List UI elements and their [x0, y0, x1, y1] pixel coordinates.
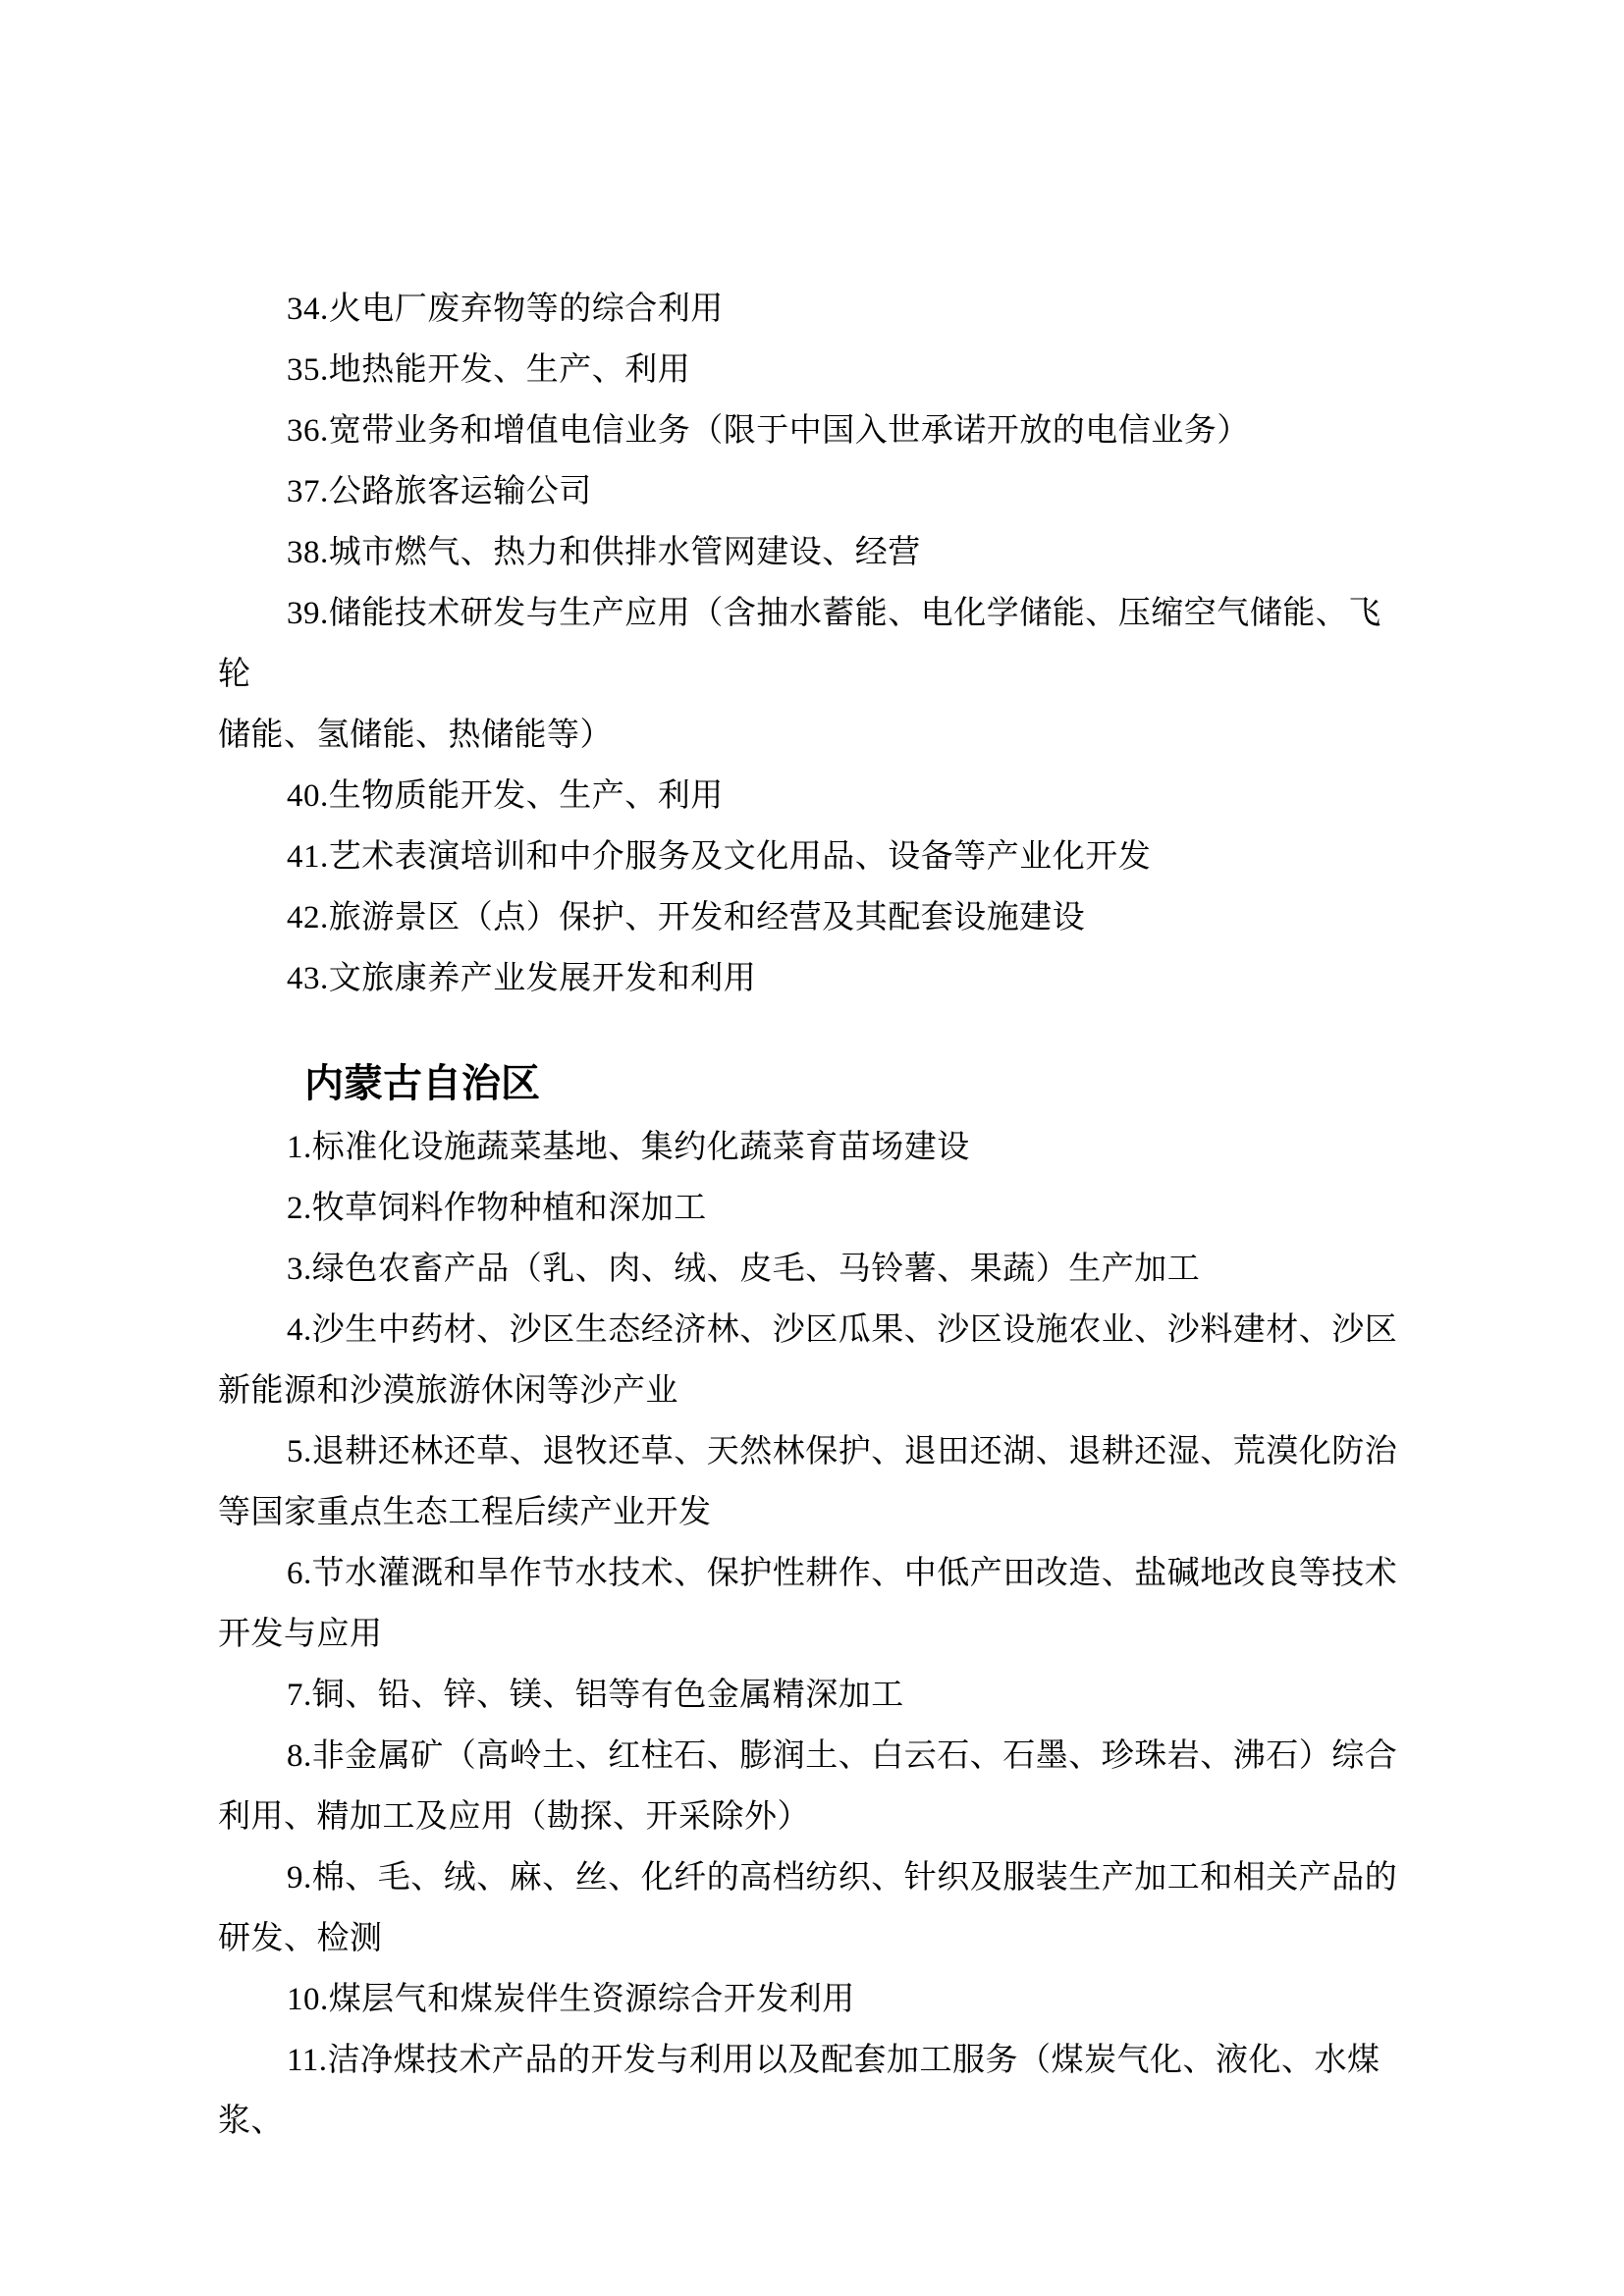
item-number: 8. [287, 1738, 312, 1774]
item-number: 1. [287, 1130, 312, 1165]
document-content [218, 279, 1404, 2152]
list-item [218, 766, 1404, 827]
list-item [218, 1421, 1404, 1543]
item-line: 节水灌溉和旱作节水技术、保护性耕作、中低产田改造、盐碱地改良等技术 [311, 1556, 1398, 1591]
item-number: 37. [287, 474, 329, 509]
item-number: 5. [287, 1434, 312, 1469]
item-line: 储能、氢储能、热储能等） [218, 718, 613, 753]
list-item [218, 1543, 1404, 1665]
list-item [218, 400, 1404, 461]
list-item [218, 1847, 1404, 1969]
list-item [218, 1178, 1404, 1239]
list-item [218, 340, 1404, 400]
item-line: 新能源和沙漠旅游休闲等沙产业 [218, 1373, 678, 1409]
item-number: 11. [287, 2043, 328, 2078]
list-item [218, 583, 1404, 766]
item-line: 火电厂废弃物等的综合利用 [328, 292, 724, 327]
list-item [218, 1969, 1404, 2030]
item-number: 35. [287, 352, 329, 388]
item-line: 非金属矿（高岭土、红柱石、膨润土、白云石、石墨、珍珠岩、沸石）综合 [311, 1738, 1398, 1774]
list-item [218, 2030, 1404, 2152]
item-line: 铜、铅、锌、镁、铝等有色金属精深加工 [311, 1678, 904, 1713]
item-line: 绿色农畜产品（乳、肉、绒、皮毛、马铃薯、果蔬）生产加工 [311, 1252, 1201, 1287]
item-line: 退耕还林还草、退牧还草、天然林保护、退田还湖、退耕还湿、荒漠化防治 [311, 1434, 1398, 1469]
item-line: 宽带业务和增值电信业务（限于中国入世承诺开放的电信业务） [328, 413, 1250, 449]
item-line: 等国家重点生态工程后续产业开发 [218, 1495, 712, 1530]
list-item [218, 522, 1404, 583]
item-number: 10. [287, 1982, 329, 2017]
item-line: 艺术表演培训和中介服务及文化用品、设备等产业化开发 [328, 839, 1152, 875]
item-line: 地热能开发、生产、利用 [328, 352, 691, 388]
item-line: 开发与应用 [218, 1617, 383, 1652]
item-number: 38. [287, 535, 329, 570]
item-number: 36. [287, 413, 329, 449]
item-number: 41. [287, 839, 329, 875]
item-line: 城市燃气、热力和供排水管网建设、经营 [328, 535, 921, 570]
item-number: 34. [287, 292, 329, 327]
item-number: 9. [287, 1860, 312, 1896]
item-line: 研发、检测 [218, 1921, 383, 1956]
item-line: 旅游景区（点）保护、开发和经营及其配套设施建设 [328, 900, 1086, 935]
item-line: 沙生中药材、沙区生态经济林、沙区瓜果、沙区设施农业、沙料建材、沙区 [311, 1312, 1398, 1348]
list-item [218, 1665, 1404, 1726]
section-heading: 内蒙古自治区 [304, 1062, 540, 1105]
item-line: 牧草饲料作物种植和深加工 [311, 1191, 707, 1226]
list-item [218, 279, 1404, 340]
item-line: 棉、毛、绒、麻、丝、化纤的高档纺织、针织及服装生产加工和相关产品的 [311, 1860, 1398, 1896]
item-number: 4. [287, 1312, 312, 1348]
list-item [218, 1300, 1404, 1421]
list-item [218, 1117, 1404, 1178]
item-number: 3. [287, 1252, 312, 1287]
item-number: 7. [287, 1678, 312, 1713]
item-number: 39. [287, 596, 329, 631]
item-number: 43. [287, 961, 329, 996]
list-item [218, 827, 1404, 887]
item-number: 6. [287, 1556, 312, 1591]
list-item [218, 1726, 1404, 1847]
list-item [218, 887, 1404, 948]
list-item [218, 1239, 1404, 1300]
item-line: 煤层气和煤炭伴生资源综合开发利用 [328, 1982, 855, 2017]
item-line: 生物质能开发、生产、利用 [328, 778, 724, 814]
item-line: 洁净煤技术产品的开发与利用以及配套加工服务（煤炭气化、液化、水煤浆、 [218, 2043, 1380, 2139]
item-line: 储能技术研发与生产应用（含抽水蓄能、电化学储能、压缩空气储能、飞轮 [218, 596, 1381, 692]
item-number: 42. [287, 900, 329, 935]
list-item [218, 948, 1404, 1009]
item-line: 利用、精加工及应用（勘探、开采除外） [218, 1799, 810, 1835]
item-number: 40. [287, 778, 329, 814]
item-line: 标准化设施蔬菜基地、集约化蔬菜育苗场建设 [311, 1130, 970, 1165]
item-number: 2. [287, 1191, 312, 1226]
list-item [218, 461, 1404, 522]
item-line: 文旅康养产业发展开发和利用 [328, 961, 757, 996]
item-line: 公路旅客运输公司 [328, 474, 592, 509]
